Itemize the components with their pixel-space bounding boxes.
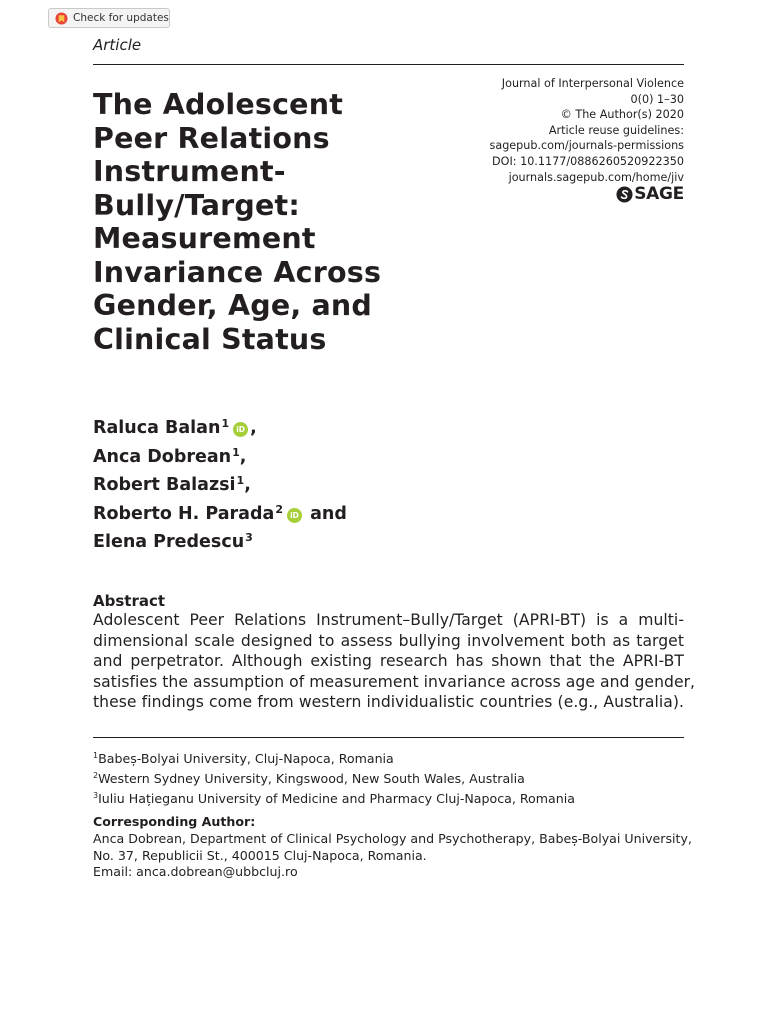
reuse-guidelines-label: Article reuse guidelines: [548, 123, 684, 137]
affiliation-marker: 3 [245, 531, 253, 544]
title-line: Measurement [93, 222, 316, 255]
author-list [93, 412, 347, 555]
author-name: Roberto H. Parada [93, 503, 275, 524]
corresponding-line: No. 37, Republicii St., 400015 Cluj-Napoca, Romania. [93, 847, 427, 863]
abstract-heading: Abstract [93, 592, 166, 610]
abstract-line: these findings come from western individualistic countries (e.g., Australia). [93, 693, 684, 712]
affiliation-list [93, 748, 575, 807]
abstract-text [93, 610, 696, 713]
sage-logo-icon [616, 186, 633, 203]
corresponding-author [93, 814, 692, 881]
affiliation-text: Babeș-Bolyai University, Cluj-Napoca, Romania [98, 751, 394, 766]
author-suffix: , [250, 418, 257, 438]
journal-name: Journal of Interpersonal Violence [501, 77, 684, 90]
affiliation-item [93, 768, 575, 788]
corresponding-email[interactable]: Email: anca.dobrean@ubbcluj.ro [93, 864, 298, 880]
affiliation-marker: 1 [232, 445, 240, 459]
abstract-section [93, 592, 696, 713]
affiliation-marker: 2 [275, 502, 283, 516]
abstract-line: satisfies the assumption of measurement invariance across age and gender, [93, 672, 696, 691]
affiliation-number: 2 [93, 770, 99, 780]
check-for-updates-button[interactable] [48, 8, 170, 28]
corresponding-author-heading: Corresponding Author: [93, 814, 256, 829]
title-line: Instrument- [93, 155, 286, 188]
author-entry [93, 526, 347, 555]
check-for-updates-label: Check for updates [73, 12, 169, 24]
affiliation-marker: 1 [221, 417, 230, 430]
title-line: The Adolescent [93, 88, 344, 121]
copyright-line: © The Author(s) 2020 [560, 108, 684, 122]
affiliation-marker: 1 [236, 474, 245, 487]
doi-link[interactable]: DOI: 10.1177/0886260520922350 [492, 154, 684, 168]
title-line: Clinical Status [93, 322, 327, 356]
abstract-line: dimensional scale designed to assess bullying involvement both as target [93, 631, 684, 650]
abstract-line: and perpetrator. Although existing research has shown that the APRI-BT [93, 652, 684, 671]
reuse-guidelines-link[interactable]: sagepub.com/journals-permissions [489, 139, 684, 153]
orcid-icon[interactable]: iD [233, 422, 248, 437]
sage-logo [616, 184, 684, 204]
author-entry [93, 469, 347, 498]
affiliation-text: Western Sydney University, Kingswood, New South Wales, Australia [98, 770, 525, 786]
check-for-updates-icon [55, 12, 68, 25]
author-entry [93, 441, 347, 470]
author-suffix: and [304, 503, 347, 524]
title-line: Bully/Target: [93, 188, 300, 222]
author-name: Raluca Balan [93, 418, 221, 438]
journal-issue: 0(0) 1–30 [630, 92, 684, 106]
corresponding-line: Anca Dobrean, Department of Clinical Psychology and Psychotherapy, Babeș-Bolyai University, [93, 830, 692, 846]
abstract-line: Adolescent Peer Relations Instrument–Bully/Target (APRI-BT) is a multi- [93, 611, 684, 629]
orcid-icon[interactable]: iD [287, 508, 302, 523]
author-entry [93, 412, 347, 441]
title-line: Invariance Across [93, 255, 382, 289]
affiliation-item [93, 748, 575, 768]
author-suffix: , [244, 475, 251, 495]
affiliation-item [93, 788, 575, 808]
footnote-divider [93, 737, 684, 738]
title-line: Peer Relations [93, 121, 330, 155]
article-type-label: Article [93, 36, 142, 54]
author-suffix: , [239, 446, 247, 467]
affiliation-number: 1 [93, 751, 99, 760]
sage-logo-text: SAGE [634, 184, 684, 204]
journal-info [490, 76, 684, 185]
header-divider [93, 64, 684, 65]
affiliation-number: 3 [93, 790, 99, 800]
author-name: Elena Predescu [93, 532, 245, 552]
journal-home-link[interactable]: journals.sagepub.com/home/jiv [508, 170, 684, 184]
title-line: Gender, Age, and [93, 289, 373, 322]
author-name: Robert Balazsi [93, 475, 236, 495]
author-name: Anca Dobrean [93, 446, 232, 467]
article-title [93, 88, 423, 356]
affiliation-text: Iuliu Hațieganu University of Medicine and Pharmacy Cluj-Napoca, Romania [98, 790, 575, 806]
author-entry [93, 498, 347, 527]
